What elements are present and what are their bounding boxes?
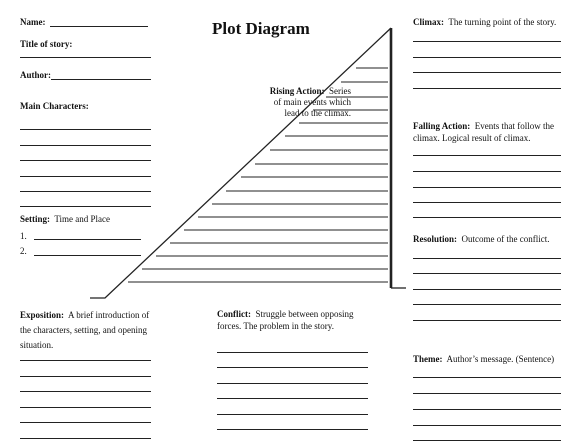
falling-action-desc-1: Events that follow the [474,121,554,131]
exposition-desc-1: A brief introduction of [68,310,150,320]
exposition-line[interactable] [20,376,151,377]
theme-label: Theme: [413,354,443,364]
resolution-line[interactable] [413,289,561,290]
rising-action-label: Rising Action: [269,86,325,96]
exposition-desc-2: the characters, setting, and opening [20,325,147,335]
conflict-line[interactable] [217,398,368,399]
resolution-line[interactable] [413,273,561,274]
name-label: Name: [20,17,46,27]
theme-heading [413,354,554,364]
conflict-desc-1: Struggle between opposing [255,309,354,319]
resolution-line[interactable] [413,258,561,259]
climax-line[interactable] [413,72,561,73]
climax-line[interactable] [413,88,561,89]
conflict-line[interactable] [217,352,368,353]
theme-line[interactable] [413,393,561,394]
conflict-desc-2: forces. The problem in the story. [217,321,334,331]
conflict-label: Conflict: [217,309,251,319]
falling-action-line[interactable] [413,217,561,218]
conflict-line[interactable] [217,383,368,384]
climax-line[interactable] [413,57,561,58]
rising-action-desc-2: of main events which [273,97,351,107]
conflict-line[interactable] [217,429,368,430]
falling-action-label: Falling Action: [413,121,471,131]
conflict-text [217,308,387,332]
setting-label: Setting: [20,214,50,224]
setting-item-1-number: 1. [20,231,27,241]
exposition-line[interactable] [20,438,151,439]
resolution-line[interactable] [413,320,561,321]
title-of-story-label: Title of story: [20,39,73,49]
author-label: Author: [20,70,51,80]
setting-item-2-number: 2. [20,246,27,256]
conflict-line[interactable] [217,367,368,368]
exposition-line[interactable] [20,360,151,361]
exposition-label: Exposition: [20,310,65,320]
resolution-line[interactable] [413,304,561,305]
climax-heading [413,17,556,27]
falling-action-line[interactable] [413,155,561,156]
conflict-line[interactable] [217,414,368,415]
rising-action-desc-3: lead to the climax. [284,108,351,118]
exposition-line[interactable] [20,422,151,423]
resolution-heading [413,234,550,244]
rising-action-text [231,86,351,119]
exposition-line[interactable] [20,407,151,408]
falling-action-line[interactable] [413,202,561,203]
falling-action-line[interactable] [413,187,561,188]
theme-line[interactable] [413,440,561,441]
falling-action-line[interactable] [413,171,561,172]
main-characters-label: Main Characters: [20,101,89,111]
climax-line[interactable] [413,41,561,42]
exposition-text [20,308,180,353]
theme-line[interactable] [413,425,561,426]
resolution-desc: Outcome of the conflict. [461,234,550,244]
climax-label: Climax: [413,17,444,27]
page-title: Plot Diagram [212,19,310,38]
theme-desc: Author’s message. (Sentence) [446,354,555,364]
rising-action-desc-1: Series [329,86,351,96]
exposition-desc-3: situation. [20,340,54,350]
exposition-line[interactable] [20,391,151,392]
resolution-label: Resolution: [413,234,458,244]
theme-line[interactable] [413,377,561,378]
falling-action-desc-2: climax. Logical result of climax. [413,133,531,143]
theme-line[interactable] [413,409,561,410]
climax-desc: The turning point of the story. [448,17,557,27]
rising-action-slope [90,28,391,298]
falling-action-text [413,120,573,144]
setting-desc: Time and Place [54,214,111,224]
